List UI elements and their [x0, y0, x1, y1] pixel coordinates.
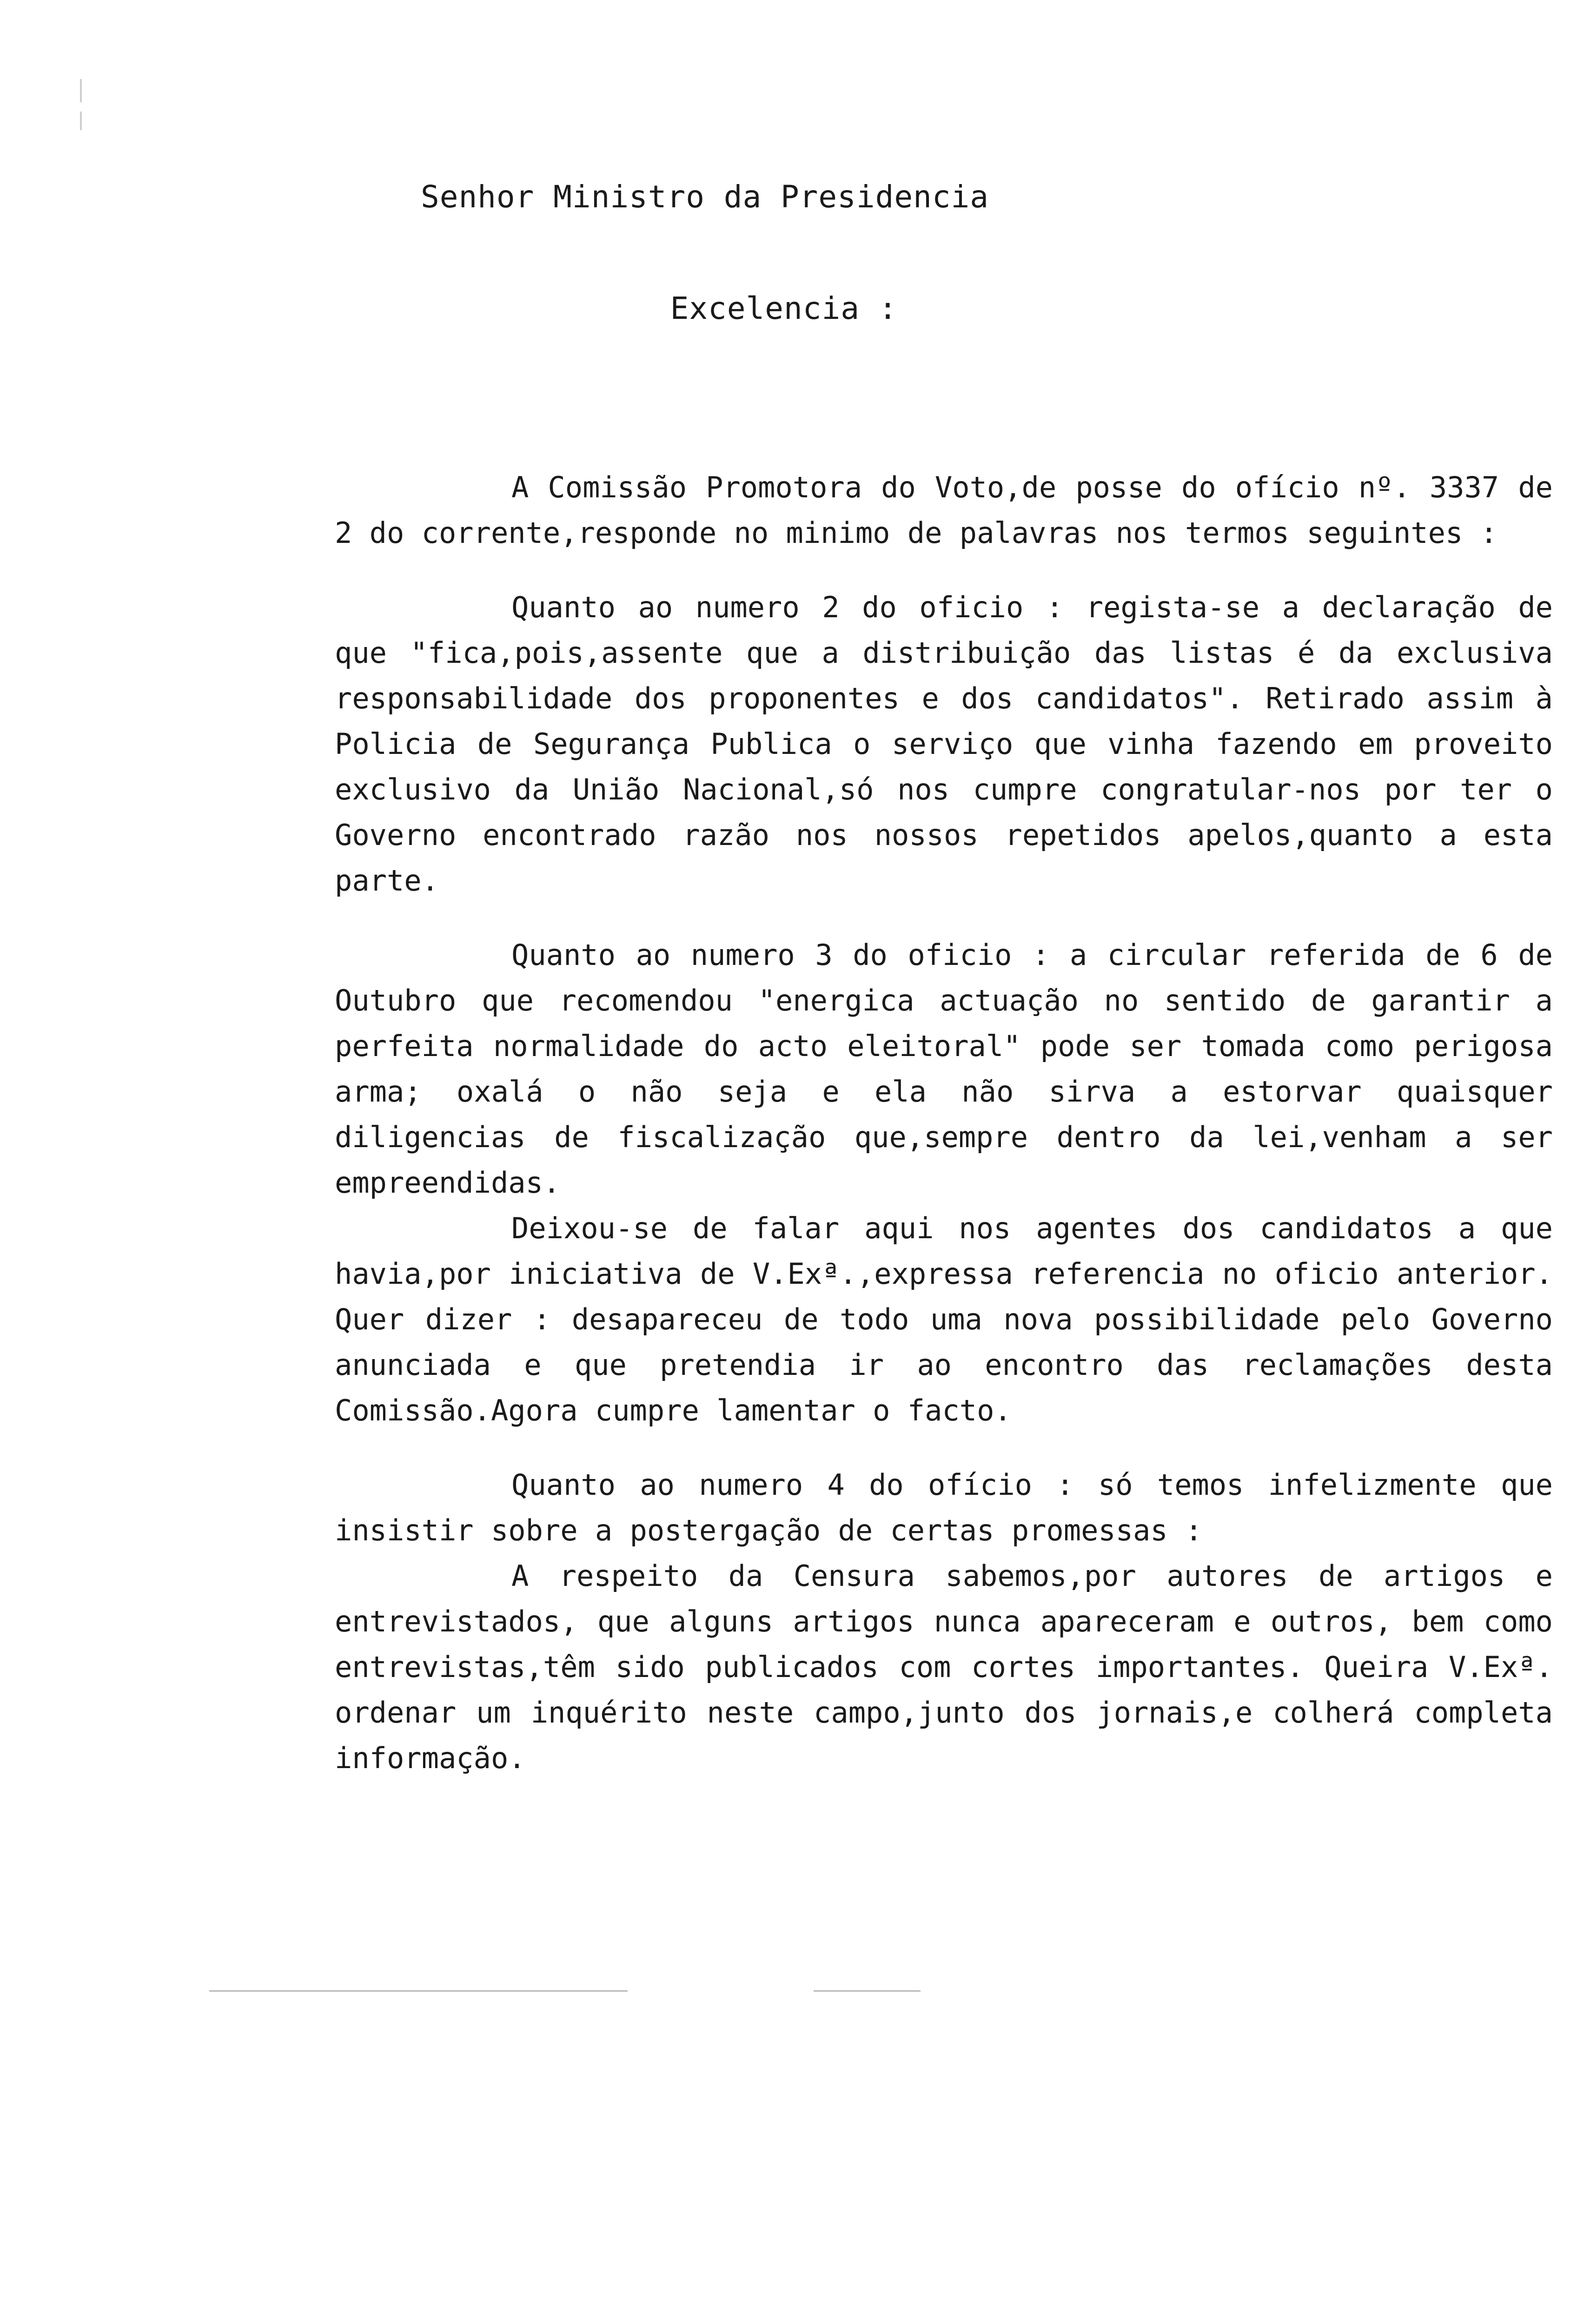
addressee: Senhor Ministro da Presidencia	[420, 179, 989, 215]
paragraph-agents: Deixou-se de falar aqui nos agentes dos candidatos a que havia,por iniciativa de V.Exª.,expressa referencia no oficio anterior. Quer dizer : desapareceu de todo uma nova possibilidade pelo Governo anunciada e que pretendia ir ao encontro das reclamações desta Comissão.Agora cumpre lamentar o facto.	[335, 1211, 1553, 1427]
paragraph-item-3: Quanto ao numero 3 do oficio : a circular referida de 6 de Outubro que recomendou "energica actuação no sentido de garantir a perfeita normalidade do acto eleitoral" pode ser tomada como perigosa arma; oxalá o não seja e ela não sirva a estorvar quaisquer diligencias de fiscalização que,sempre dentro da lei,venham a ser empreendidas.	[335, 938, 1553, 1200]
margin-mark	[80, 79, 82, 102]
greeting: Excelencia :	[670, 290, 898, 326]
page-rule	[814, 1990, 921, 1992]
letter-body	[335, 465, 1553, 1781]
margin-mark	[80, 112, 82, 130]
paragraph-intro: A Comissão Promotora do Voto,de posse do ofício nº. 3337 de 2 do corrente,responde no minimo de palavras nos termos seguintes :	[335, 470, 1553, 550]
paragraph-censorship: A respeito da Censura sabemos,por autores de artigos e entrevistados, que alguns artigos nunca apareceram e outros, bem como entrevistas,têm sido publicados com cortes importantes. Queira V.Exª. ordenar um inquérito neste campo,junto dos jornais,e colherá completa informação.	[335, 1559, 1553, 1775]
page-rule	[209, 1990, 628, 1992]
paragraph-item-4: Quanto ao numero 4 do ofício : só temos infelizmente que insistir sobre a postergação de certas promessas :	[335, 1468, 1553, 1547]
paragraph-item-2: Quanto ao numero 2 do oficio : regista-se a declaração de que "fica,pois,assente que a distribuição das listas é da exclusiva responsabilidade dos proponentes e dos candidatos". Retirado assim à Policia de Segurança Publica o serviço que vinha fazendo em proveito exclusivo da União Nacional,só nos cumpre congratular-nos por ter o Governo encontrado razão nos nossos repetidos apelos,quanto a esta parte.	[335, 590, 1553, 898]
